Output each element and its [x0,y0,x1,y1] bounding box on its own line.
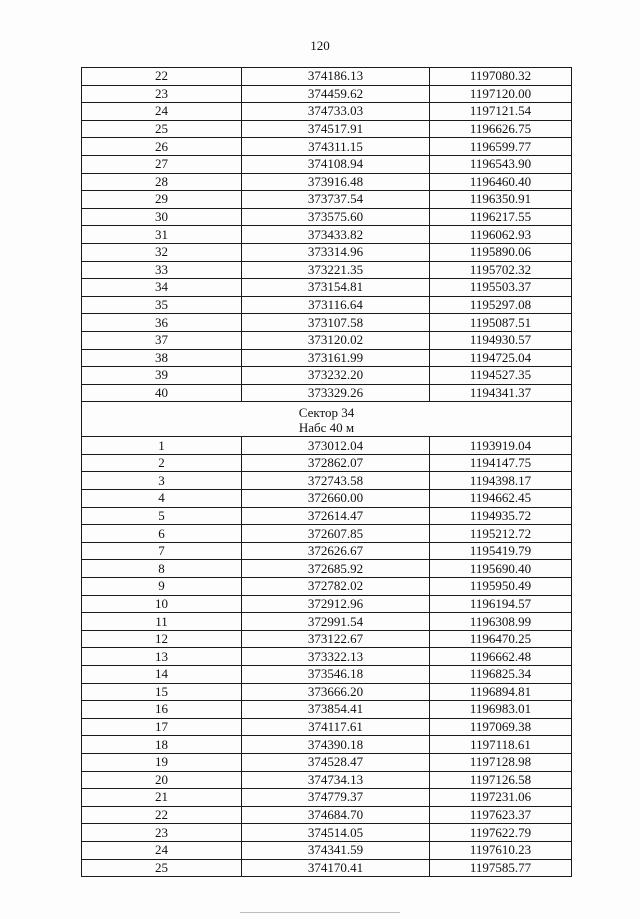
x-coordinate-cell: 373232.20 [242,367,430,385]
y-coordinate-cell: 1195690.40 [430,560,572,578]
y-coordinate-cell: 1196470.25 [430,630,572,648]
x-coordinate-cell: 373433.82 [242,226,430,244]
point-number-cell: 37 [82,331,242,349]
point-number-cell: 12 [82,630,242,648]
table-row [82,279,572,297]
y-coordinate-cell: 1197121.54 [430,103,572,121]
x-coordinate-cell: 372991.54 [242,613,430,631]
point-number-cell: 32 [82,243,242,261]
point-number-cell: 23 [82,85,242,103]
table-row [82,542,572,560]
point-number-cell: 24 [82,841,242,859]
point-number-cell: 1 [82,437,242,455]
table-row [82,771,572,789]
point-number-cell: 25 [82,120,242,138]
point-number-cell: 11 [82,613,242,631]
point-number-cell: 16 [82,701,242,719]
page-number: 120 [310,38,330,53]
y-coordinate-cell: 1194930.57 [430,331,572,349]
y-coordinate-cell: 1197118.61 [430,736,572,754]
y-coordinate-cell: 1197128.98 [430,753,572,771]
y-coordinate-cell: 1196825.34 [430,666,572,684]
y-coordinate-cell: 1197126.58 [430,771,572,789]
table-body-before [82,68,572,402]
y-coordinate-cell: 1194398.17 [430,472,572,490]
y-coordinate-cell: 1196626.75 [430,120,572,138]
x-coordinate-cell: 374117.61 [242,718,430,736]
x-coordinate-cell: 374186.13 [242,68,430,86]
y-coordinate-cell: 1195419.79 [430,542,572,560]
x-coordinate-cell: 374684.70 [242,806,430,824]
point-number-cell: 28 [82,173,242,191]
table-row [82,208,572,226]
x-coordinate-cell: 373329.26 [242,384,430,402]
table-row [82,296,572,314]
table-row [82,507,572,525]
table-row [82,666,572,684]
y-coordinate-cell: 1195950.49 [430,578,572,596]
y-coordinate-cell: 1195890.06 [430,243,572,261]
table-row [82,718,572,736]
point-number-cell: 4 [82,490,242,508]
x-coordinate-cell: 373120.02 [242,331,430,349]
y-coordinate-cell: 1197585.77 [430,859,572,877]
table-row [82,648,572,666]
x-coordinate-cell: 373546.18 [242,666,430,684]
point-number-cell: 30 [82,208,242,226]
x-coordinate-cell: 373107.58 [242,314,430,332]
x-coordinate-cell: 372660.00 [242,490,430,508]
point-number-cell: 18 [82,736,242,754]
table-row [82,560,572,578]
table-row [82,525,572,543]
x-coordinate-cell: 373314.96 [242,243,430,261]
point-number-cell: 10 [82,595,242,613]
y-coordinate-cell: 1197622.79 [430,824,572,842]
y-coordinate-cell: 1196194.57 [430,595,572,613]
sector-row [82,402,572,437]
table-row [82,789,572,807]
point-number-cell: 22 [82,68,242,86]
table-row [82,454,572,472]
y-coordinate-cell: 1197623.37 [430,806,572,824]
y-coordinate-cell: 1194935.72 [430,507,572,525]
y-coordinate-cell: 1196217.55 [430,208,572,226]
x-coordinate-cell: 374514.05 [242,824,430,842]
x-coordinate-cell: 374459.62 [242,85,430,103]
table-row [82,736,572,754]
sector-header [82,402,572,437]
table-row [82,578,572,596]
y-coordinate-cell: 1197610.23 [430,841,572,859]
y-coordinate-cell: 1194662.45 [430,490,572,508]
table-row [82,331,572,349]
point-number-cell: 14 [82,666,242,684]
point-number-cell: 17 [82,718,242,736]
y-coordinate-cell: 1196308.99 [430,613,572,631]
table-row [82,859,572,877]
point-number-cell: 7 [82,542,242,560]
y-coordinate-cell: 1197231.06 [430,789,572,807]
x-coordinate-cell: 374341.59 [242,841,430,859]
y-coordinate-cell: 1194147.75 [430,454,572,472]
table-row [82,120,572,138]
y-coordinate-cell: 1196350.91 [430,191,572,209]
point-number-cell: 40 [82,384,242,402]
point-number-cell: 35 [82,296,242,314]
table-row [82,613,572,631]
y-coordinate-cell: 1195297.08 [430,296,572,314]
y-coordinate-cell: 1193919.04 [430,437,572,455]
x-coordinate-cell: 372614.47 [242,507,430,525]
table-row [82,349,572,367]
table-row [82,753,572,771]
point-number-cell: 19 [82,753,242,771]
y-coordinate-cell: 1195702.32 [430,261,572,279]
x-coordinate-cell: 372626.67 [242,542,430,560]
point-number-cell: 21 [82,789,242,807]
table-row [82,243,572,261]
point-number-cell: 8 [82,560,242,578]
table-row [82,155,572,173]
point-number-cell: 25 [82,859,242,877]
x-coordinate-cell: 373154.81 [242,279,430,297]
x-coordinate-cell: 373854.41 [242,701,430,719]
point-number-cell: 9 [82,578,242,596]
table-row [82,261,572,279]
point-number-cell: 33 [82,261,242,279]
point-number-cell: 34 [82,279,242,297]
table-row [82,806,572,824]
sector-subtitle: Набс 40 м [298,419,355,435]
table-row [82,701,572,719]
point-number-cell: 26 [82,138,242,156]
table-row [82,384,572,402]
y-coordinate-cell: 1196543.90 [430,155,572,173]
table-row [82,630,572,648]
y-coordinate-cell: 1197120.00 [430,85,572,103]
x-coordinate-cell: 374311.15 [242,138,430,156]
x-coordinate-cell: 373916.48 [242,173,430,191]
point-number-cell: 6 [82,525,242,543]
point-number-cell: 22 [82,806,242,824]
table-row [82,437,572,455]
x-coordinate-cell: 374734.13 [242,771,430,789]
point-number-cell: 38 [82,349,242,367]
table-row [82,683,572,701]
y-coordinate-cell: 1196599.77 [430,138,572,156]
point-number-cell: 27 [82,155,242,173]
table-row [82,138,572,156]
point-number-cell: 36 [82,314,242,332]
table-row [82,472,572,490]
y-coordinate-cell: 1195212.72 [430,525,572,543]
table-row [82,191,572,209]
x-coordinate-cell: 373161.99 [242,349,430,367]
x-coordinate-cell: 372912.96 [242,595,430,613]
table-row [82,226,572,244]
x-coordinate-cell: 373116.64 [242,296,430,314]
table-row [82,595,572,613]
point-number-cell: 2 [82,454,242,472]
x-coordinate-cell: 374517.91 [242,120,430,138]
x-coordinate-cell: 372685.92 [242,560,430,578]
y-coordinate-cell: 1197080.32 [430,68,572,86]
y-coordinate-cell: 1196662.48 [430,648,572,666]
y-coordinate-cell: 1194725.04 [430,349,572,367]
point-number-cell: 20 [82,771,242,789]
y-coordinate-cell: 1196894.81 [430,683,572,701]
x-coordinate-cell: 373012.04 [242,437,430,455]
scan-edge-line [240,912,400,913]
point-number-cell: 5 [82,507,242,525]
y-coordinate-cell: 1196460.40 [430,173,572,191]
point-number-cell: 13 [82,648,242,666]
y-coordinate-cell: 1196983.01 [430,701,572,719]
x-coordinate-cell: 373322.13 [242,648,430,666]
sector-title: Сектор 34 [298,404,355,420]
x-coordinate-cell: 373122.67 [242,630,430,648]
table-row [82,68,572,86]
point-number-cell: 24 [82,103,242,121]
x-coordinate-cell: 373575.60 [242,208,430,226]
table-row [82,103,572,121]
point-number-cell: 31 [82,226,242,244]
y-coordinate-cell: 1195503.37 [430,279,572,297]
x-coordinate-cell: 372607.85 [242,525,430,543]
coordinates-table [81,67,572,877]
table-row [82,824,572,842]
x-coordinate-cell: 372782.02 [242,578,430,596]
x-coordinate-cell: 374733.03 [242,103,430,121]
y-coordinate-cell: 1195087.51 [430,314,572,332]
x-coordinate-cell: 373221.35 [242,261,430,279]
x-coordinate-cell: 374779.37 [242,789,430,807]
table-row [82,490,572,508]
table-row [82,85,572,103]
table-row [82,173,572,191]
x-coordinate-cell: 374108.94 [242,155,430,173]
x-coordinate-cell: 374528.47 [242,753,430,771]
point-number-cell: 23 [82,824,242,842]
x-coordinate-cell: 372743.58 [242,472,430,490]
sector-cell [82,402,572,437]
x-coordinate-cell: 373737.54 [242,191,430,209]
table-row [82,367,572,385]
point-number-cell: 3 [82,472,242,490]
point-number-cell: 15 [82,683,242,701]
x-coordinate-cell: 372862.07 [242,454,430,472]
table-row [82,841,572,859]
point-number-cell: 29 [82,191,242,209]
x-coordinate-cell: 373666.20 [242,683,430,701]
table-body-after [82,437,572,877]
y-coordinate-cell: 1196062.93 [430,226,572,244]
y-coordinate-cell: 1194527.35 [430,367,572,385]
point-number-cell: 39 [82,367,242,385]
x-coordinate-cell: 374390.18 [242,736,430,754]
x-coordinate-cell: 374170.41 [242,859,430,877]
y-coordinate-cell: 1194341.37 [430,384,572,402]
y-coordinate-cell: 1197069.38 [430,718,572,736]
table-row [82,314,572,332]
